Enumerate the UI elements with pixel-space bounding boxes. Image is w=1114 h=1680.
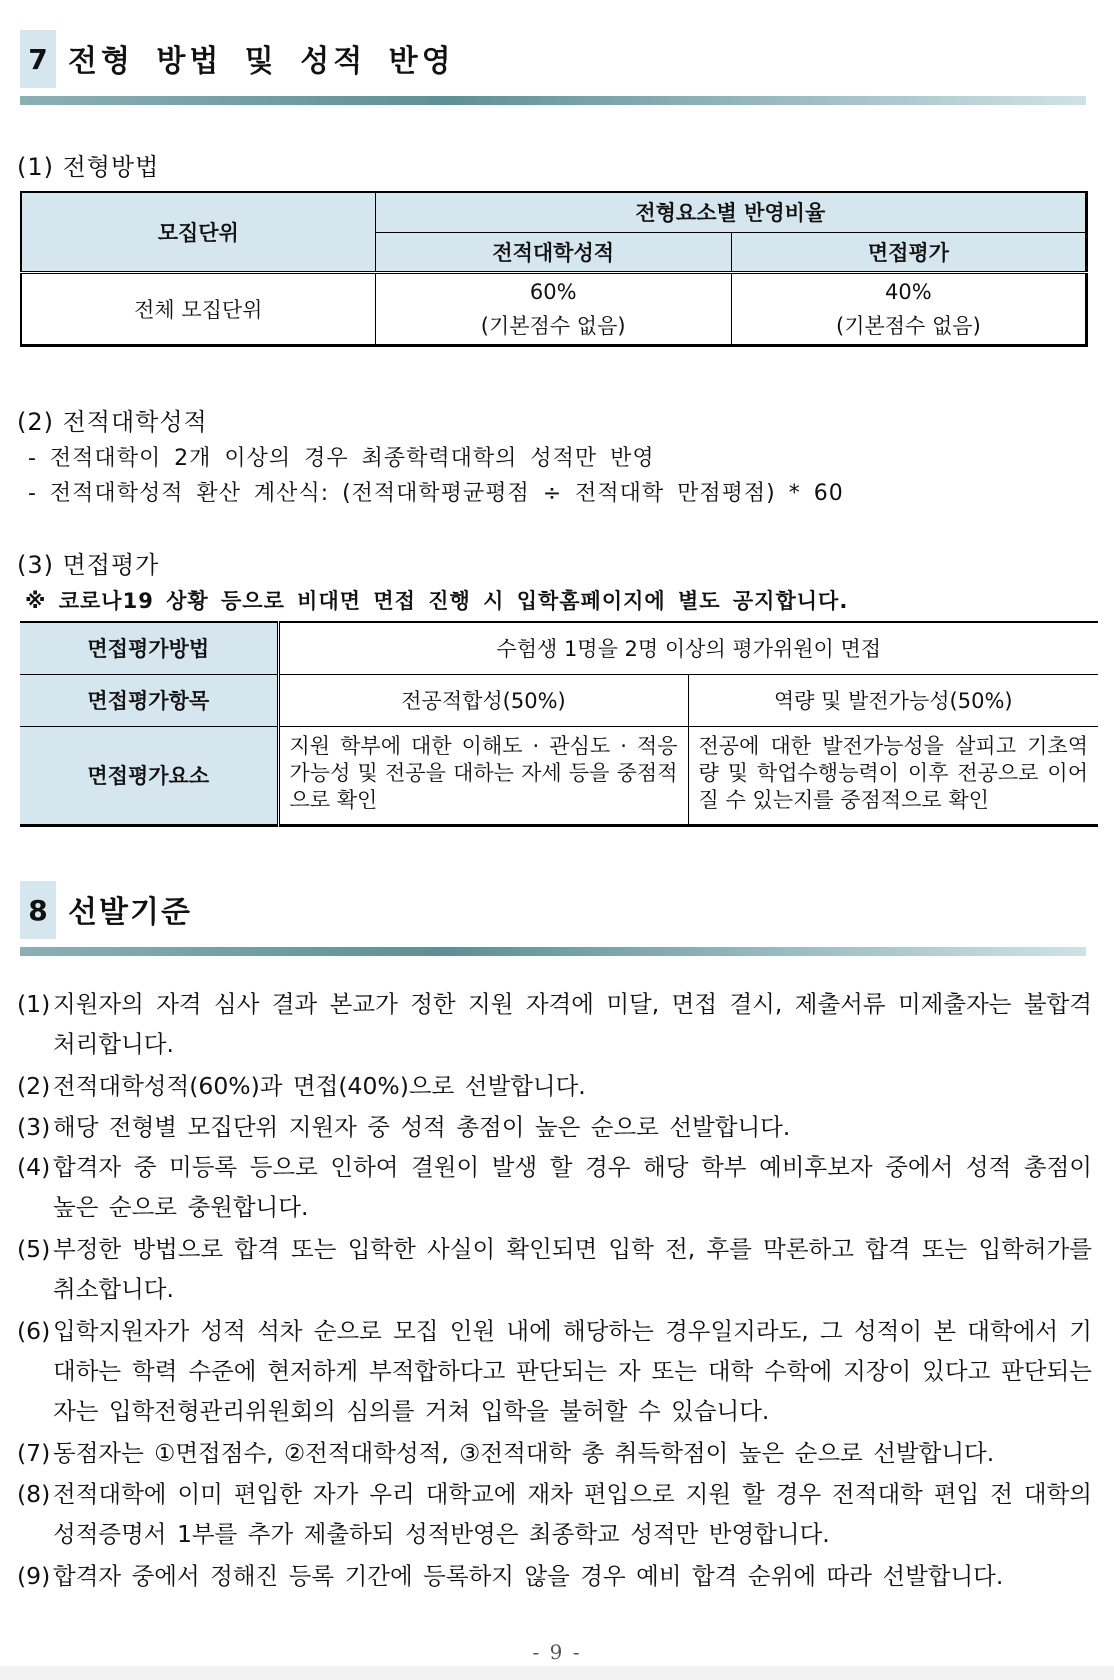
- interview-ratio-note: (기본점수 없음): [836, 313, 981, 338]
- covid-notice: ※ 코로나19 상황 등으로 비대면 면접 진행 시 입학홈페이지에 별도 공지합니다.: [25, 589, 849, 613]
- grade-col-header: 전적대학성적: [375, 232, 731, 272]
- criteria-item: [17, 1556, 1092, 1596]
- section-title: 선발기준: [68, 895, 192, 930]
- criteria-text: 전적대학성적(60%)과 면접(40%)으로 선발합니다.: [53, 1072, 586, 1100]
- criteria-text: 입학지원자가 성적 석차 순으로 모집 인원 내에 해당하는 경우일지라도, 그 성적이 본 대학에서 기대하는 학력 수준에 현저하게 부적합하다고 판단되는 자 또는 대학 수학에 지장이 있다고 판단되는 자는 입학전형관리위원회의 심의를 거쳐 입학을 불허할 수 있습니다.: [53, 1317, 1092, 1425]
- criteria-number: (6): [17, 1317, 51, 1345]
- criteria-item: [17, 1474, 1092, 1554]
- criteria-text: 지원자의 자격 심사 결과 본교가 정한 지원 자격에 미달, 면접 결시, 제출서류 미제출자는 불합격 처리합니다.: [53, 990, 1092, 1058]
- method-value: 수험생 1명을 2명 이상의 평가위원이 면접: [278, 622, 1098, 674]
- criteria-number: (2): [17, 1072, 51, 1100]
- interview-table: [20, 621, 1098, 827]
- grade-ratio-cell: [375, 272, 731, 345]
- grades-heading: (2) 전적대학성적: [17, 408, 208, 436]
- section-number: 8: [20, 881, 56, 939]
- section-divider: [20, 96, 1086, 105]
- criteria-number: (9): [17, 1562, 51, 1590]
- section-8-header: [20, 881, 1086, 961]
- method-heading: (1) 전형방법: [17, 153, 160, 181]
- criteria-text: 합격자 중에서 정해진 등록 기간에 등록하지 않을 경우 예비 합격 순위에 따라 선발합니다.: [53, 1562, 1004, 1590]
- element-capability: 전공에 대한 발전가능성을 살피고 기초역량 및 학업수행능력이 이후 전공으로 이어질 수 있는지를 중점적으로 확인: [688, 726, 1098, 825]
- criteria-item: [17, 1311, 1092, 1431]
- section-divider: [20, 947, 1086, 956]
- section-number: 7: [20, 30, 56, 88]
- criteria-item: [17, 1433, 1092, 1473]
- method-table: [20, 191, 1088, 347]
- page-bottom-shade: [0, 1666, 1114, 1680]
- items-label: 면접평가항목: [20, 674, 278, 726]
- criteria-text: 동점자는 ①면접점수, ②전적대학성적, ③전적대학 총 취득학점이 높은 순으로 선발합니다.: [53, 1439, 995, 1467]
- interview-col-header: 면접평가: [731, 232, 1086, 272]
- grade-ratio-note: (기본점수 없음): [480, 313, 626, 338]
- criteria-item: [17, 1147, 1092, 1227]
- item-major-fit: 전공적합성(50%): [278, 674, 688, 726]
- criteria-text: 전적대학에 이미 편입한 자가 우리 대학교에 재차 편입으로 지원 할 경우 전적대학 편입 전 대학의 성적증명서 1부를 추가 제출하되 성적반영은 최종학교 성적만 반영합니다.: [53, 1480, 1092, 1548]
- criteria-number: (3): [17, 1113, 51, 1141]
- criteria-item: [17, 984, 1092, 1064]
- interview-ratio-cell: [731, 272, 1086, 345]
- criteria-number: (1): [17, 990, 51, 1018]
- criteria-item: [17, 1066, 1092, 1106]
- page-number: - 9 -: [532, 1640, 582, 1664]
- section-title: 전형 방법 및 성적 반영: [68, 44, 455, 79]
- grades-line: - 전적대학이 2개 이상의 경우 최종학력대학의 성적만 반영: [28, 446, 655, 471]
- ratio-header: 전형요소별 반영비율: [375, 192, 1086, 232]
- interview-heading: (3) 면접평가: [17, 551, 160, 579]
- criteria-number: (7): [17, 1439, 51, 1467]
- item-capability: 역량 및 발전가능성(50%): [688, 674, 1098, 726]
- row-label: 전체 모집단위: [21, 272, 375, 345]
- section-7-header: [20, 30, 1086, 110]
- criteria-number: (8): [17, 1480, 51, 1508]
- criteria-text: 부정한 방법으로 합격 또는 입학한 사실이 확인되면 입학 전, 후를 막론하고 합격 또는 입학허가를 취소합니다.: [53, 1235, 1092, 1303]
- criteria-text: 합격자 중 미등록 등으로 인하여 결원이 발생 할 경우 해당 학부 예비후보자 중에서 성적 총점이 높은 순으로 충원합니다.: [53, 1153, 1092, 1221]
- unit-header: 모집단위: [21, 192, 375, 272]
- interview-ratio-value: 40%: [885, 279, 932, 304]
- elements-label: 면접평가요소: [20, 726, 278, 825]
- criteria-text: 해당 전형별 모집단위 지원자 중 성적 총점이 높은 순으로 선발합니다.: [53, 1113, 791, 1141]
- criteria-item: [17, 1107, 1092, 1147]
- criteria-number: (4): [17, 1153, 51, 1181]
- method-label: 면접평가방법: [20, 622, 278, 674]
- grades-formula-line: - 전적대학성적 환산 계산식: (전적대학평균평점 ÷ 전적대학 만점평점) * 60: [28, 481, 844, 506]
- criteria-item: [17, 1229, 1092, 1309]
- grade-ratio-value: 60%: [529, 279, 577, 304]
- element-major-fit: 지원 학부에 대한 이해도 · 관심도 · 적응 가능성 및 전공을 대하는 자세 등을 중점적으로 확인: [278, 726, 688, 825]
- criteria-number: (5): [17, 1235, 51, 1263]
